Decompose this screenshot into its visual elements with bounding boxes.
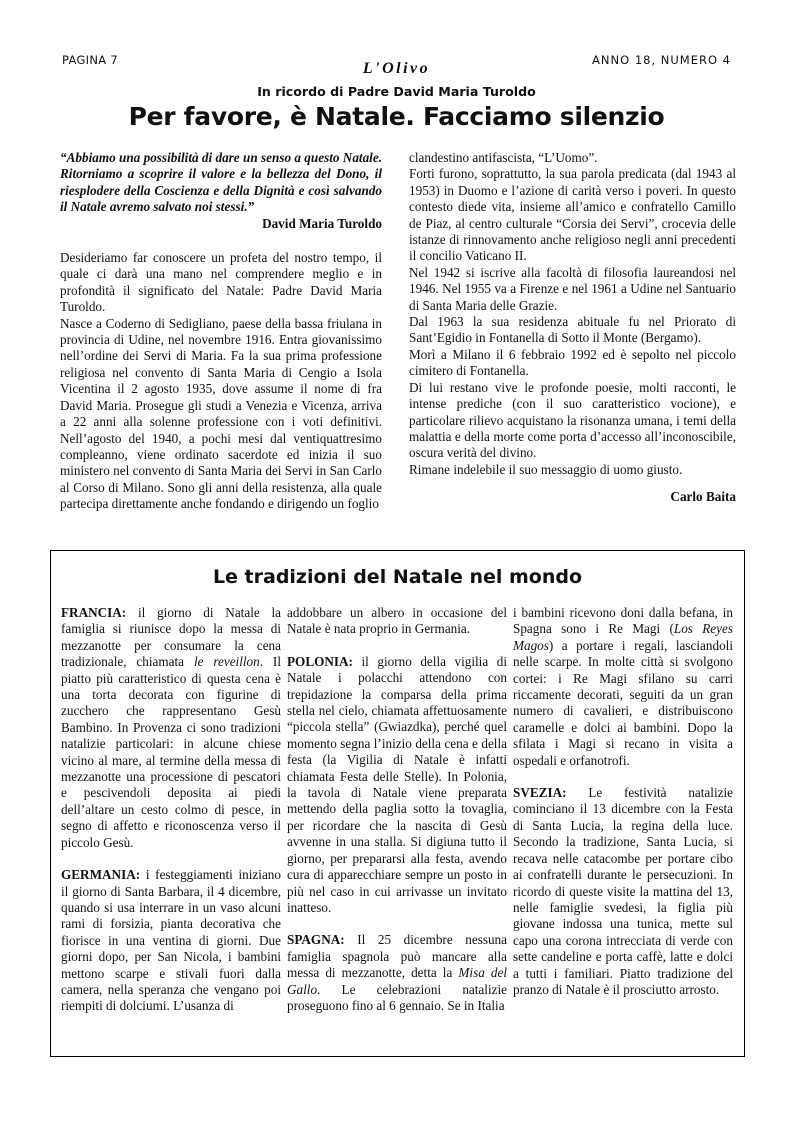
tradition-emphasis: Misa del Gallo — [287, 965, 507, 997]
article-title: Per favore, è Natale. Facciamo silenzio — [128, 102, 665, 131]
tradition-germania — [61, 867, 281, 1015]
page-number: PAGINA 7 — [62, 53, 119, 67]
article-column-left — [60, 150, 382, 513]
article-paragraph: Morì a Milano il 6 febbraio 1992 ed è sepolto nel piccolo cimitero di Fontanella. — [409, 346, 736, 379]
country-label: GERMANIA: — [61, 867, 141, 883]
tradition-spagna — [287, 932, 507, 1014]
article-quote: “Abbiamo una possibilità di dare un senso a questo Natale. Ritorniamo a scoprire il valore e la bellezza del Dono, il riesplodere della Coscienza e della Dignità e così salvando il Natale avremo salvato noi stessi.” — [60, 150, 382, 215]
article-column-right — [409, 150, 736, 505]
country-label: SVEZIA: — [513, 785, 567, 801]
tradition-emphasis: le reveillon — [193, 654, 260, 670]
tradition-emphasis: Los Reyes Magos — [513, 621, 734, 653]
tradition-text: Il 25 dicembre nessuna famiglia spagnola può mancare alla messa di mezzanotte, detta la — [287, 932, 507, 981]
country-label: FRANCIA: — [61, 605, 127, 620]
tradition-text: Le festività natalizie cominciano il 13 dicembre con la Festa di Santa Lucia, la regina della luce. Secondo la tradizione, Santa Lucia, si recava nelle catacombe per portare cibo ai confratelli durante le persecuzioni. In ricordo di queste visite la mattina del 13, nelle famiglie svedesi, la figlia più giovane indossa una tunica, mette sul capo una corona intrecciata di verde con sette candeline e porta caffè, latte e dolci a tutti i familiari. Piatto tradizione del pranzo di Natale è il prosciutto arrosto. — [513, 785, 733, 997]
article-signature: Carlo Baita — [670, 489, 736, 505]
box-column-2 — [287, 605, 507, 1030]
box-title: Le tradizioni del Natale nel mondo — [212, 566, 583, 588]
tradition-spagna-cont — [513, 605, 733, 769]
article-paragraph: Di lui restano vive le profonde poesie, molti racconti, le intense prediche (con il suo caratteristico vocione), e particolare rilievo acquistano la risonanza umana, i temi della malattia e della morte come porta d’accesso all’inconoscibile, oscura verità del divino. — [409, 379, 736, 461]
tradition-francia — [61, 605, 281, 851]
tradition-text: il giorno della vigilia di Natale i polacchi attendono con trepidazione la comparsa della prima stella nel cielo, chiamata affettuosamente “piccola stella” (Gwiazdka), perché quel momento segna l’inizio della cena e della festa (la Vigilia di Natale è infatti chiamata Festa delle Stelle). In Polonia, la tavola di Natale viene preparata mettendo della paglia sotto la tovaglia, per ricordare che la nascita di Gesù avvenne in una stalla. Si digiuna tutto il giorno, per prepararsi alla festa, avendo cura di apparecchiare sempre un posto in più nel caso in cui arrivasse un invitato inatteso. — [287, 653, 507, 915]
masthead: L'Olivo — [362, 60, 431, 77]
article-paragraph: Desideriamo far conoscere un profeta del nostro tempo, il quale ci darà una mano nel comprendere meglio e in profondità il significato del Natale: Padre David Maria Turoldo. — [60, 250, 382, 315]
article-paragraph: Nasce a Coderno di Sedigliano, paese della bassa friulana in provincia di Udine, nel novembre 1916. Entra giovanissimo nell’ordine dei Servi di Maria. Fa la sua prima professione religiosa nel convento di Santa Maria di Cengio a Isola Vicentina il 2 agosto 1935, dove assume il nome di fra David Maria. Prosegue gli studi a Venezia e Vicenza, arriva a 22 anni alla solenne professione con i voti definitivi. Nell’agosto del 1940, a pochi mesi dal ventiquattresimo compleanno, viene ordinato sacerdote ed inizia il suo ministero nel convento di Santa Maria dei Servi in San Carlo al Corso di Milano. Sono gli anni della resistenza, alla quale partecipa direttamente anche fondando e dirigendo un foglio — [60, 315, 382, 512]
tradition-text: addobbare un albero in occasione del Natale è nata proprio in Germania. — [287, 605, 507, 637]
tradition-text: . Le celebrazioni natalizie proseguono fino al 6 gennaio. Se in Italia — [287, 981, 507, 1013]
tradition-text: i bambini ricevono doni dalla befana, in Spagna sono i Re Magi ( — [513, 605, 733, 637]
tradition-text: i festeggiamenti iniziano il giorno di Santa Barbara, il 4 dicembre, quando si usa interrare in un vaso alcuni rami di forsizia, pianta decorativa che fiorisce in una ventina di giorni. Due giorni dopo, per San Nicola, i bambini mettono scarpe e stivali fuori dalla camera, nella speranza che vengano poi riempiti di dolciumi. L’usanza di — [61, 867, 281, 1014]
tradition-text: . Il piatto più caratteristico di questa cena è una torta decorata con figurine di zucchero che rappresentano Gesù Bambino. In Provenza ci sono tradizioni natalizie particolari: in alcune chiese vicino al mare, al termine della messa di mezzanotte una processione di pescatori e pescivendoli deposita ai piedi dell’altare un cesto colmo di pesce, in segno di affetto e riconoscenza verso il piccolo Gesù. — [61, 654, 281, 850]
article-paragraph: Nel 1942 si iscrive alla facoltà di filosofia laureandosi nel 1946. Nel 1955 va a Firenze e nel 1961 a Udine nel Santuario di Santa Maria delle Grazie. — [409, 264, 736, 313]
article-paragraph: Rimane indelebile il suo messaggio di uomo giusto. — [409, 461, 683, 477]
tradition-text: ) a portare i regali, lasciandoli nelle scarpe. In molte città si svolgono cortei: i Re Magi sfilano su carri riccamente decorati, seguiti da un gran numero di cavalieri, e distribuiscono caramelle e dolci ai bambini. Dopo la sfilata i Magi si recano in visita a ospedali e orfanotrofi. — [513, 637, 733, 768]
box-column-1 — [61, 605, 281, 1031]
issue-number: ANNO 18, NUMERO 4 — [592, 53, 731, 67]
quote-author: David Maria Turoldo — [262, 215, 382, 231]
country-label: POLONIA: — [287, 653, 353, 669]
article-paragraph: Forti furono, soprattutto, la sua parola predicata (dal 1943 al 1953) in Duomo e l’azione di carità verso i poveri. In questo contesto diede vita, insieme all’amico e confratello Camillo de Piaz, al centro culturale “Corsia dei Servi”, crocevia delle istanze di rinnovamento anche religioso negli anni precedenti il concilio Vaticano II. — [409, 166, 736, 264]
country-label: SPAGNA: — [287, 932, 345, 948]
box-column-3 — [513, 605, 733, 1014]
tradition-text: il giorno di Natale la famiglia si riunisce dopo la messa di mezzanotte per consumare la cena tradizionale, chiamata — [61, 605, 281, 670]
tradition-svezia — [513, 785, 733, 998]
article-paragraph: Dal 1963 la sua residenza abituale fu nel Priorato di Sant’Egidio in Fontanella di Sotto il Monte (Bergamo). — [409, 314, 736, 346]
tradition-polonia — [287, 654, 507, 917]
traditions-box — [50, 550, 745, 1057]
article-subtitle: In ricordo di Padre David Maria Turoldo — [257, 84, 536, 99]
article-paragraph: clandestino antifascista, “L’Uomo”. — [409, 150, 598, 165]
tradition-germania-cont — [287, 605, 507, 638]
